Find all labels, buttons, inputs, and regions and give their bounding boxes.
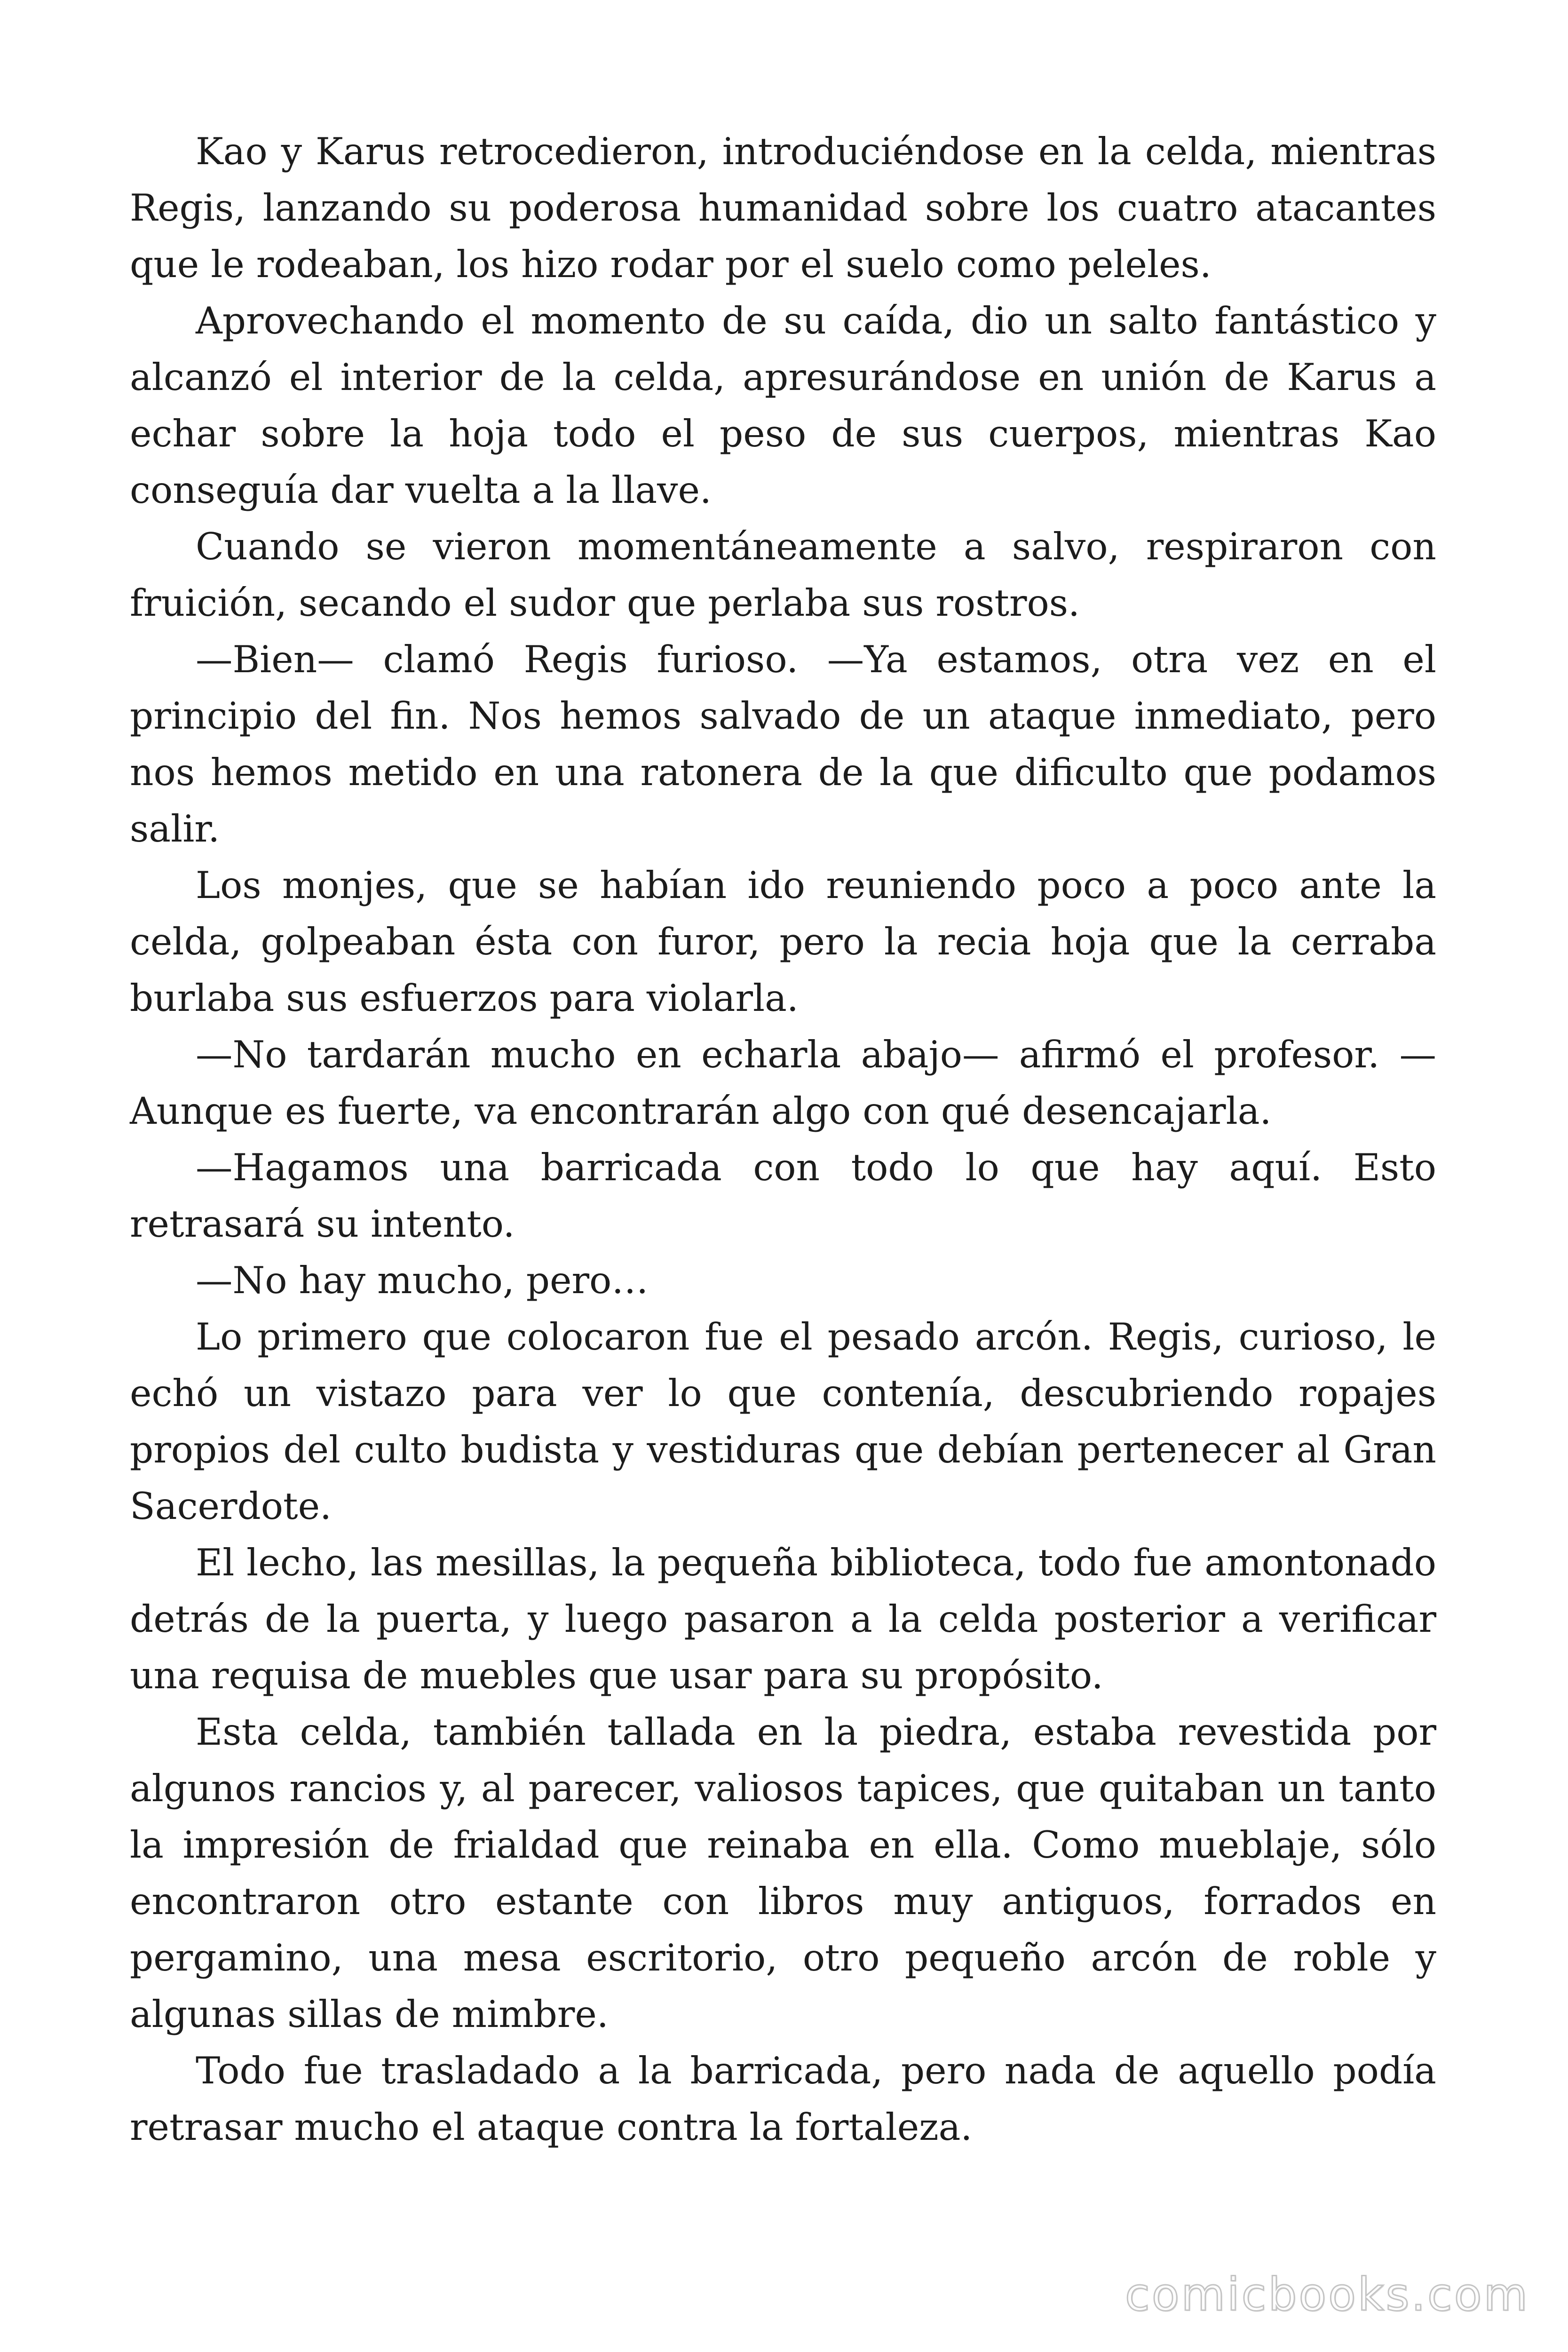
paragraph: Esta celda, también tallada en la piedra, estaba revestida por algunos rancios y, al parecer, valiosos tapices, que quitaban un tanto la impresión de frialdad que reinaba en ella. Como mueblaje, sólo encontraron otro estante con libros muy antiguos, forrados en pergamino, una mesa escritorio, otro pequeño arcón de roble y algunas sillas de mimbre.	[130, 1710, 1436, 2036]
paragraph: Todo fue trasladado a la barricada, pero nada de aquello podía retrasar mucho el ataque contra la fortaleza.	[130, 2049, 1436, 2149]
watermark: comicbooks.com	[1125, 2268, 1529, 2321]
paragraph: Cuando se vieron momentáneamente a salvo, respiraron con fruición, secando el sudor que perlaba sus rostros.	[130, 525, 1436, 625]
paragraph: —No tardarán mucho en echarla abajo— afirmó el profesor. —Aunque es fuerte, va encontrarán algo con qué desencajarla.	[130, 1033, 1436, 1133]
paragraph: Aprovechando el momento de su caída, dio un salto fantástico y alcanzó el interior de la celda, apresurándose en unión de Karus a echar sobre la hoja todo el peso de sus cuerpos, mientras Kao conseguía dar vuelta a la llave.	[130, 299, 1436, 512]
paragraph: El lecho, las mesillas, la pequeña biblioteca, todo fue amontonado detrás de la puerta, y luego pasaron a la celda posterior a verificar una requisa de muebles que usar para su propósito.	[130, 1541, 1436, 1697]
paragraph: Kao y Karus retrocedieron, introduciéndose en la celda, mientras Regis, lanzando su poderosa humanidad sobre los cuatro atacantes que le rodeaban, los hizo rodar por el suelo como peleles.	[130, 130, 1436, 286]
paragraph: Lo primero que colocaron fue el pesado arcón. Regis, curioso, le echó un vistazo para ver lo que contenía, descubriendo ropajes propios del culto budista y vestiduras que debían pertenecer al Gran Sacerdote.	[130, 1315, 1436, 1528]
paragraph: —No hay mucho, pero…	[196, 1259, 649, 1302]
paragraph: Los monjes, que se habían ido reuniendo poco a poco ante la celda, golpeaban ésta con furor, pero la recia hoja que la cerraba burlaba sus esfuerzos para violarla.	[130, 864, 1436, 1020]
paragraph: —Bien— clamó Regis furioso. —Ya estamos, otra vez en el principio del fin. Nos hemos salvado de un ataque inmediato, pero nos hemos metido en una ratonera de la que dificulto que podamos salir.	[130, 638, 1436, 850]
body-text	[130, 123, 1436, 2155]
paragraph: —Hagamos una barricada con todo lo que hay aquí. Esto retrasará su intento.	[130, 1146, 1436, 1246]
